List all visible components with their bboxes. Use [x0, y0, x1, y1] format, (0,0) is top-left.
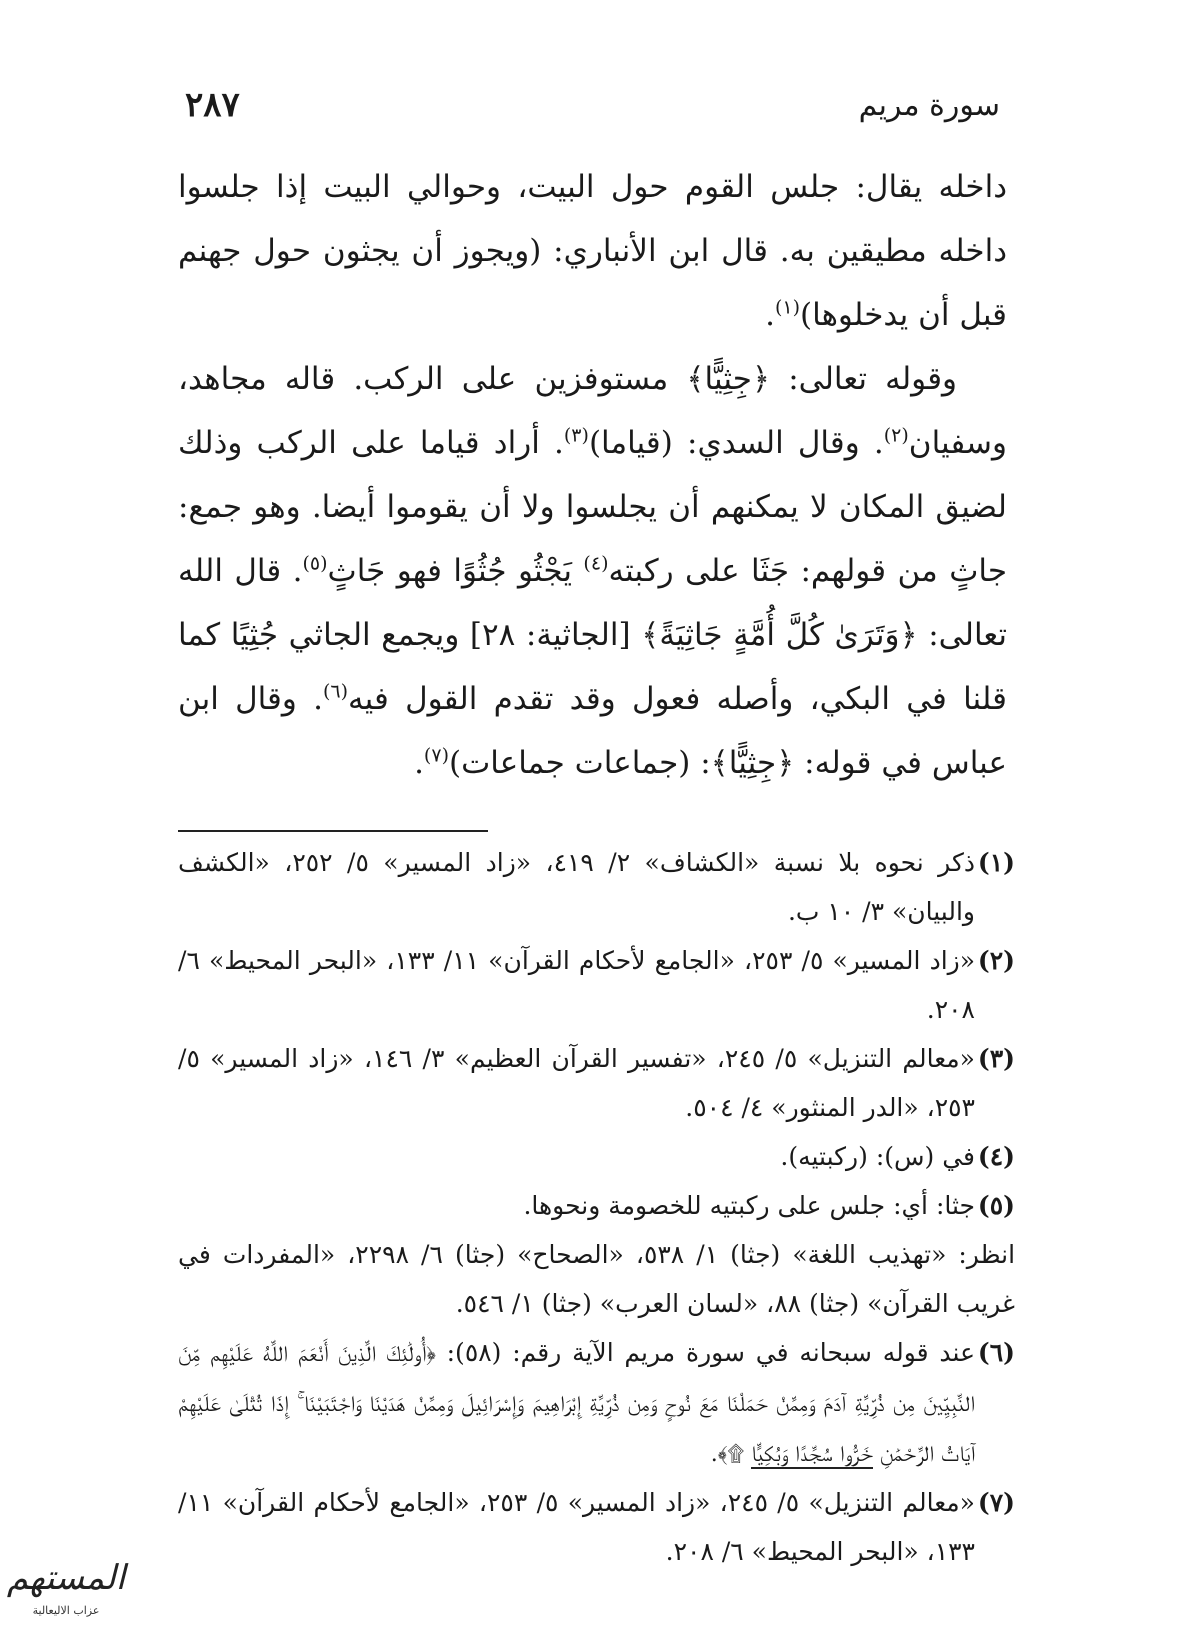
footnote-1: [178, 838, 1015, 936]
footnote-ref-7: (٧): [423, 744, 449, 767]
footnote-ref-2: (٢): [883, 424, 909, 447]
paragraph-text: . وقال ابن عباس في قوله:: [178, 681, 1007, 781]
paragraph-text: . أراد قياما على الركب وذلك لضيق المكان لا يمكنهم أن يجلسوا ولا أن يقوموا أيضا. وهو جمع: جاثٍ من قولهم: جَثَا على ركبته: [178, 425, 1007, 589]
quran-verse-end: ۩﴾.: [710, 1442, 752, 1467]
page-number: ٢٨٧: [185, 85, 240, 125]
footnote-number: (٥): [977, 1191, 1015, 1220]
footnote-text: جثا: أي: جلس على ركبتيه للخصومة ونحوها.: [523, 1191, 975, 1220]
quran-verse-underlined: خَرُّوا سُجَّدًا وَبُكِيًّا: [751, 1442, 873, 1467]
footnote-text: «زاد المسير» ٥/ ٢٥٣، «الجامع لأحكام القرآن» ١١/ ١٣٣، «البحر المحيط» ٦/ ٢٠٨.: [178, 946, 976, 1024]
paragraph-text: داخله يقال: جلس القوم حول البيت، وحوالي البيت إذا جلسوا داخله مطيقين به. قال ابن الأنباري: (ويجوز أن يجثون حول جهنم قبل أن يدخلوها): [178, 169, 1007, 333]
quran-verse: ﴿جِثِيًّا﴾: [710, 745, 795, 781]
footnote-number: (١): [977, 848, 1015, 877]
paragraph-end: .: [765, 297, 775, 333]
footnote-number: (٢): [977, 946, 1015, 975]
footnote-text: في (س): (ركبتيه).: [780, 1142, 975, 1171]
footnote-body: [178, 1328, 975, 1478]
footnotes: [178, 838, 1015, 1576]
footnote-text: ذكر نحوه بلا نسبة «الكشاف» ٢/ ٤١٩، «زاد المسير» ٥/ ٢٥٢، «الكشف والبيان» ٣/ ١٠ ب.: [178, 848, 975, 926]
paragraph-end: .: [414, 745, 424, 781]
footnote-ref-3: (٣): [563, 424, 589, 447]
footnote-separator: [178, 830, 488, 832]
paragraph-text: يَجْثُو جُثُوًا فهو جَاثٍ: [327, 553, 584, 589]
footnote-ref-5: (٥): [302, 552, 328, 575]
footnote-7: [178, 1478, 1015, 1576]
footnote-text: عند قوله سبحانه في سورة مريم الآية رقم: (٥٨):: [435, 1338, 975, 1367]
footnote-ref-6: (٦): [322, 680, 349, 703]
footnote-number: (٤): [977, 1142, 1015, 1171]
footnote-5-continuation: انظر: «تهذيب اللغة» (جثا) ١/ ٥٣٨، «الصحاح» (جثا) ٦/ ٢٢٩٨، «المفردات في غريب القرآن» (جثا) ٨٨، «لسان العرب» (جثا) ١/ ٥٤٦.: [178, 1240, 1016, 1318]
paragraph-text: : (جماعات جماعات): [448, 745, 711, 781]
footnote-3: [178, 1034, 1015, 1132]
quran-verse: ﴿جِثِيًّا﴾: [686, 361, 771, 397]
footnote-6: [178, 1328, 1015, 1478]
paragraph-text: مستوفزين على الركب. قاله مجاهد، وسفيان: [178, 361, 1007, 461]
paragraph-text: وقوله تعالى:: [770, 361, 957, 397]
footnote-ref-1: (١): [774, 296, 801, 319]
watermark-logo: المستهم: [6, 1558, 126, 1598]
paragraph-text: [الجاثية: ٢٨] ويجمع الجاثي جُثِيًا كما قلنا في البكي، وأصله فعول وقد تقدم القول فيه: [178, 617, 1007, 717]
surah-title: سورة مريم: [858, 87, 1000, 123]
watermark-subtitle: عزاب الاليعالية: [32, 1604, 100, 1617]
paragraph-2: [178, 347, 1007, 795]
footnote-text: «معالم التنزيل» ٥/ ٢٤٥، «زاد المسير» ٥/ ٢٥٣، «الجامع لأحكام القرآن» ١١/ ١٣٣، «البحر المحيط» ٦/ ٢٠٨.: [178, 1488, 975, 1566]
publisher-watermark: [6, 1558, 126, 1638]
main-text: [178, 155, 1007, 795]
footnote-text: «معالم التنزيل» ٥/ ٢٤٥، «تفسير القرآن العظيم» ٣/ ١٤٦، «زاد المسير» ٥/ ٢٥٣، «الدر المنثور» ٤/ ٥٠٤.: [178, 1044, 975, 1122]
footnote-number: (٣): [977, 1044, 1015, 1073]
footnote-number: (٧): [977, 1488, 1015, 1517]
paragraph-1: [178, 155, 1007, 347]
footnote-4: [178, 1132, 1015, 1181]
footnote-5: [178, 1181, 1015, 1230]
paragraph-text: . وقال السدي: (قياما): [588, 425, 884, 461]
footnote-ref-4: (٤): [583, 552, 609, 575]
footnote-number: (٦): [977, 1338, 1015, 1367]
quran-verse: ﴿وَتَرَىٰ كُلَّ أُمَّةٍ جَاثِيَةً﴾: [641, 617, 918, 653]
paragraph-text: . قال الله تعالى:: [178, 553, 1007, 653]
footnote-2: [178, 936, 1015, 1034]
quran-verse: ﴿أُولَٰئِكَ الَّذِينَ أَنْعَمَ اللَّهُ عَلَيْهِم مِّنَ النَّبِيِّينَ مِن ذُرِّيَّةِ آدَمَ وَمِمَّنْ حَمَلْنَا مَعَ نُوحٍ وَمِن ذُرِّيَّةِ إِبْرَاهِيمَ وَإِسْرَائِيلَ وَمِمَّنْ هَدَيْنَا وَاجْتَبَيْنَا ۚ إِذَا تُتْلَىٰ عَلَيْهِمْ آيَاتُ الرَّحْمَٰنِ: [178, 1342, 975, 1467]
page-header: [185, 80, 1000, 130]
